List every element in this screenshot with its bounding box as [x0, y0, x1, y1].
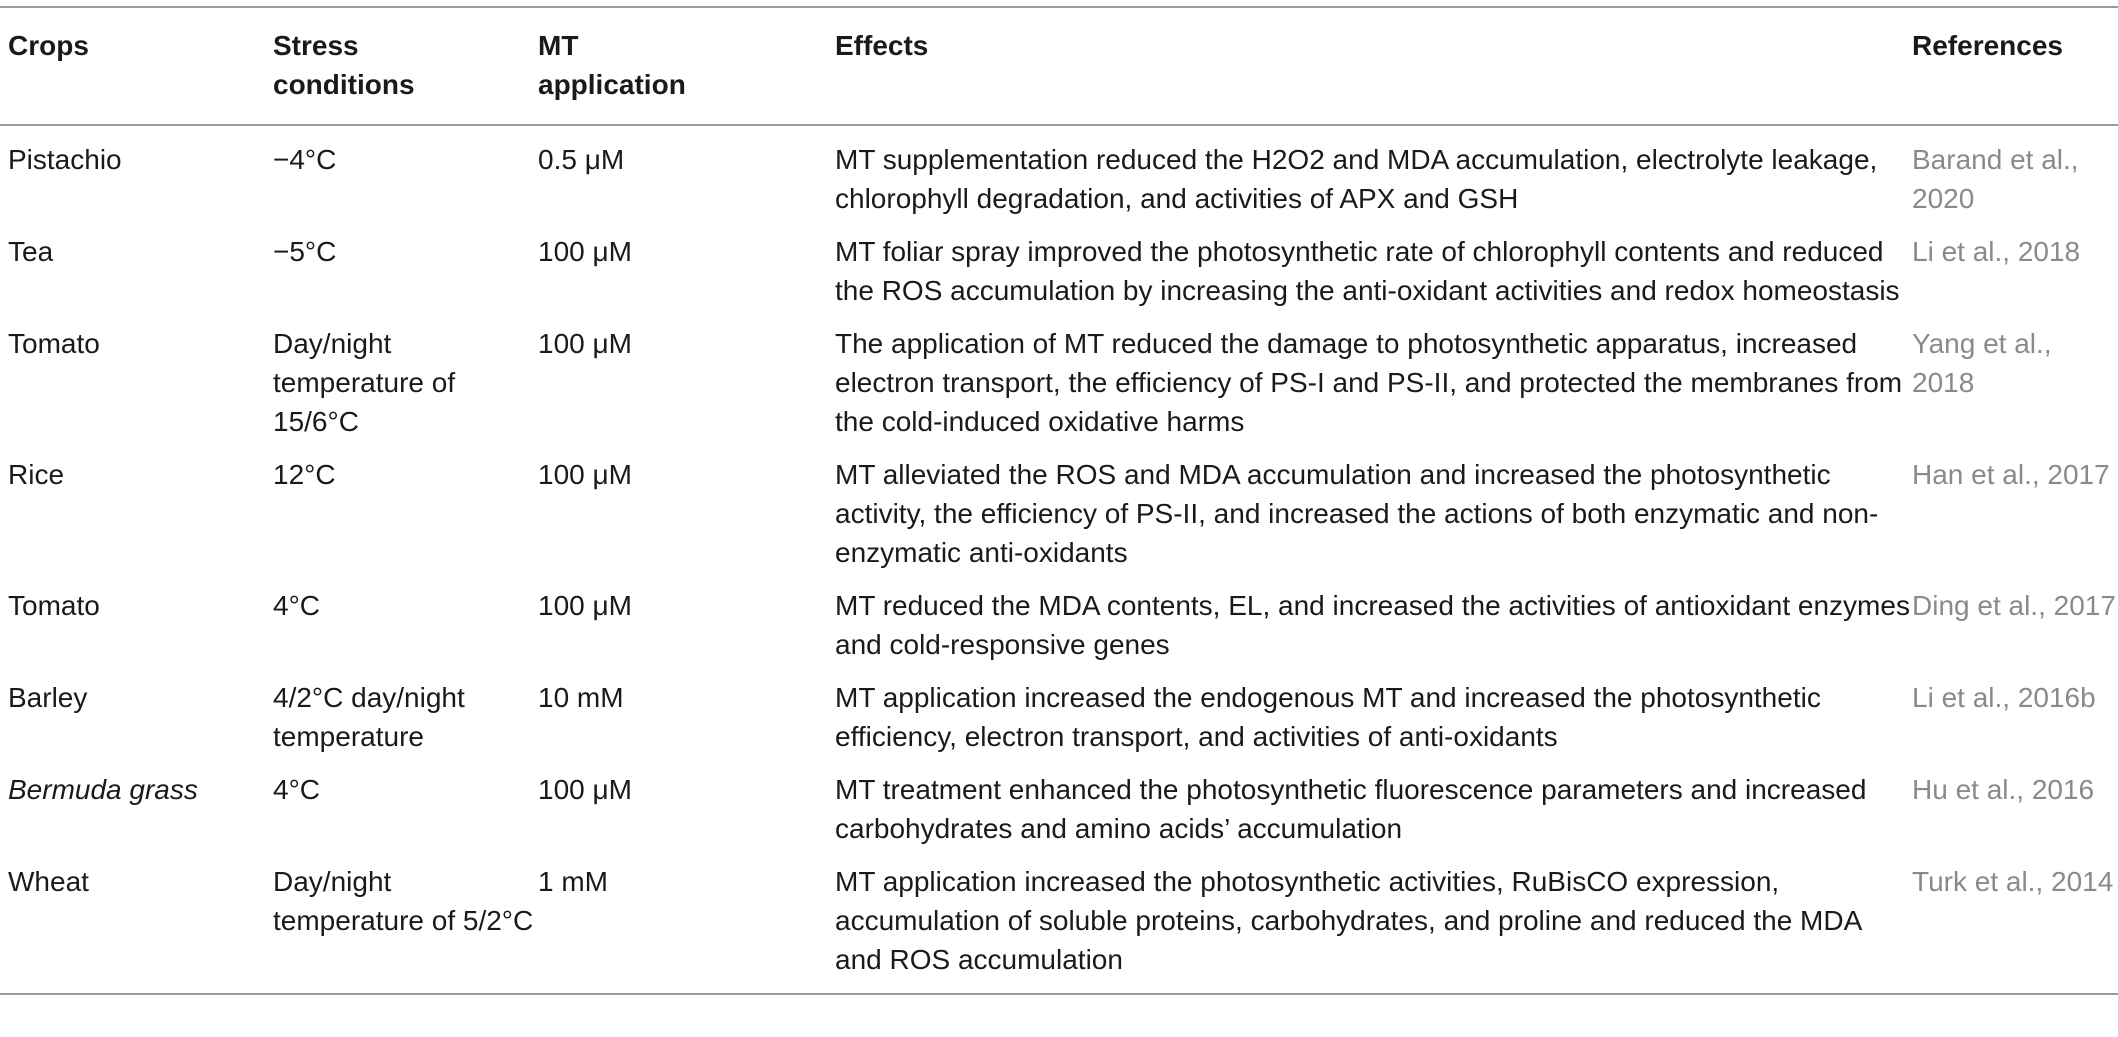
effects-cell: MT reduced the MDA contents, EL, and increased the activities of antioxidant enzymes and cold-responsive genes [835, 590, 1910, 660]
reference-link[interactable]: Li et al., 2016b [1912, 682, 2096, 713]
header-crops: Crops [8, 30, 89, 61]
stress-cell: Day/night temperature of 5/2°C [273, 866, 534, 936]
effects-cell: MT supplementation reduced the H2O2 and MDA accumulation, electrolyte leakage, chlorophyll degradation, and activities of APX and GSH [835, 144, 1878, 214]
table-row [0, 678, 2118, 770]
stress-cell: −4°C [273, 144, 337, 175]
mt-cell: 10 mM [538, 682, 624, 713]
table-row [0, 455, 2118, 586]
effects-cell: MT alleviated the ROS and MDA accumulation and increased the photosynthetic activity, the efficiency of PS-II, and increased the actions of both enzymatic and non-enzymatic anti-oxidants [835, 459, 1879, 568]
stress-cell: 12°C [273, 459, 336, 490]
crop-cell: Rice [8, 459, 65, 490]
header-effects: Effects [835, 30, 929, 61]
mt-cell: 100 μM [538, 459, 632, 490]
reference-link[interactable]: Turk et al., 2014 [1912, 866, 2114, 897]
header-mt-application: MT application [538, 30, 686, 100]
effects-cell: MT foliar spray improved the photosynthetic rate of chlorophyll contents and reduced the ROS accumulation by increasing the anti-oxidant activities and redox homeostasis [835, 236, 1900, 306]
table-row [0, 324, 2118, 455]
header-references: References [1912, 30, 2063, 61]
crop-cell: Pistachio [8, 144, 122, 175]
crop-cell: Tea [8, 236, 54, 267]
reference-link[interactable]: Han et al., 2017 [1912, 459, 2110, 490]
reference-link[interactable]: Barand et al., 2020 [1912, 144, 2079, 214]
reference-link[interactable]: Ding et al., 2017 [1912, 590, 2116, 621]
table-row [0, 125, 2118, 232]
header-stress-conditions: Stress conditions [273, 30, 415, 100]
effects-cell: MT application increased the endogenous MT and increased the photosynthetic efficiency, electron transport, and activities of anti-oxidants [835, 682, 1821, 752]
mt-cell: 100 μM [538, 590, 632, 621]
mt-cell: 100 μM [538, 328, 632, 359]
crop-cell: Bermuda grass [8, 774, 198, 805]
reference-link[interactable]: Yang et al., 2018 [1912, 328, 2052, 398]
stress-cell: 4°C [273, 774, 320, 805]
mt-cell: 1 mM [538, 866, 608, 897]
table-row [0, 586, 2118, 678]
table-row [0, 770, 2118, 862]
mt-cell: 0.5 μM [538, 144, 625, 175]
melatonin-cold-stress-table [0, 6, 2118, 995]
crop-cell: Barley [8, 682, 88, 713]
reference-link[interactable]: Li et al., 2018 [1912, 236, 2081, 267]
table-header-row [0, 7, 2118, 125]
crop-cell: Tomato [8, 328, 100, 359]
table-row [0, 232, 2118, 324]
table-row [0, 862, 2118, 994]
reference-link[interactable]: Hu et al., 2016 [1912, 774, 2095, 805]
effects-cell: MT application increased the photosynthetic activities, RuBisCO expression, accumulation of soluble proteins, carbohydrates, and proline and reduced the MDA and ROS accumulation [835, 866, 1861, 975]
stress-cell: −5°C [273, 236, 337, 267]
stress-cell: 4°C [273, 590, 320, 621]
effects-cell: MT treatment enhanced the photosynthetic fluorescence parameters and increased carbohydrates and amino acids’ accumulation [835, 774, 1867, 844]
stress-cell: Day/night temperature of 15/6°C [273, 328, 456, 437]
stress-cell: 4/2°C day/night temperature [273, 682, 465, 752]
mt-cell: 100 μM [538, 236, 632, 267]
mt-cell: 100 μM [538, 774, 632, 805]
crop-cell: Wheat [8, 866, 89, 897]
crop-cell: Tomato [8, 590, 100, 621]
effects-cell: The application of MT reduced the damage to photosynthetic apparatus, increased electron transport, the efficiency of PS-I and PS-II, and protected the membranes from the cold-induced oxidative harms [835, 328, 1903, 437]
